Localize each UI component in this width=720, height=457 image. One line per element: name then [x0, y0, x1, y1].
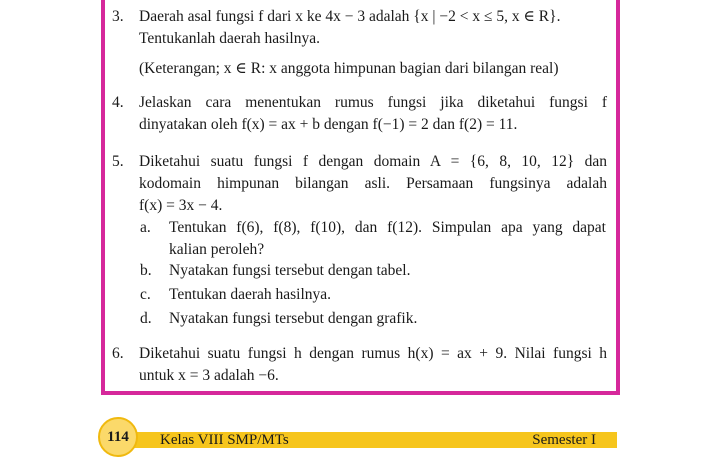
- question-line: f(x) = 3x − 4.: [139, 197, 223, 214]
- question-line: Daerah asal fungsi f dari x ke 4x − 3 adalah {x | −2 < x ≤ 5, x ∈ R}.: [139, 8, 561, 25]
- footer-semester: Semester I: [532, 432, 596, 448]
- subitem-letter: c.: [140, 286, 151, 303]
- subitem-line: kalian peroleh?: [169, 241, 265, 258]
- question-line: Diketahui suatu fungsi f dengan domain A = {6, 8, 10, 12} dan: [139, 153, 607, 170]
- question-line: Diketahui suatu fungsi h dengan rumus h(x) = ax + 9. Nilai fungsi h: [139, 345, 607, 362]
- subitem-letter: a.: [140, 219, 151, 236]
- subitem-line: Tentukan daerah hasilnya.: [169, 286, 332, 303]
- question-number: 6.: [112, 345, 124, 362]
- question-line: Jelaskan cara menentukan rumus fungsi jika diketahui fungsi f: [139, 94, 607, 111]
- question-number: 5.: [112, 153, 124, 170]
- question-line: untuk x = 3 adalah −6.: [139, 367, 279, 384]
- subitem-c: [140, 284, 332, 306]
- question-line: Tentukanlah daerah hasilnya.: [139, 30, 320, 47]
- question-4: [112, 92, 607, 136]
- question-6: [112, 343, 607, 387]
- subitem-line: Tentukan f(6), f(8), f(10), dan f(12). Simpulan apa yang dapat: [169, 219, 606, 236]
- footer-book-title: Kelas VIII SMP/MTs: [160, 432, 289, 448]
- subitem-b: [140, 260, 411, 282]
- subitem-letter: b.: [140, 262, 152, 279]
- question-line: dinyatakan oleh f(x) = ax + b dengan f(−1) = 2 dan f(2) = 11.: [139, 116, 518, 133]
- page-number: 114: [98, 417, 138, 457]
- question-5: [112, 151, 607, 217]
- question-note: (Keterangan; x ∈ R: x anggota himpunan bagian dari bilangan real): [139, 60, 559, 77]
- subitem-d: [140, 308, 418, 330]
- question-3: [112, 6, 561, 80]
- subitem-a: [140, 217, 606, 261]
- question-number: 3.: [112, 8, 124, 25]
- subitem-line: Nyatakan fungsi tersebut dengan grafik.: [169, 310, 418, 327]
- subitem-letter: d.: [140, 310, 152, 327]
- question-number: 4.: [112, 94, 124, 111]
- subitem-line: Nyatakan fungsi tersebut dengan tabel.: [169, 262, 411, 279]
- question-line: kodomain himpunan bilangan asli. Persamaan fungsinya adalah: [139, 175, 607, 192]
